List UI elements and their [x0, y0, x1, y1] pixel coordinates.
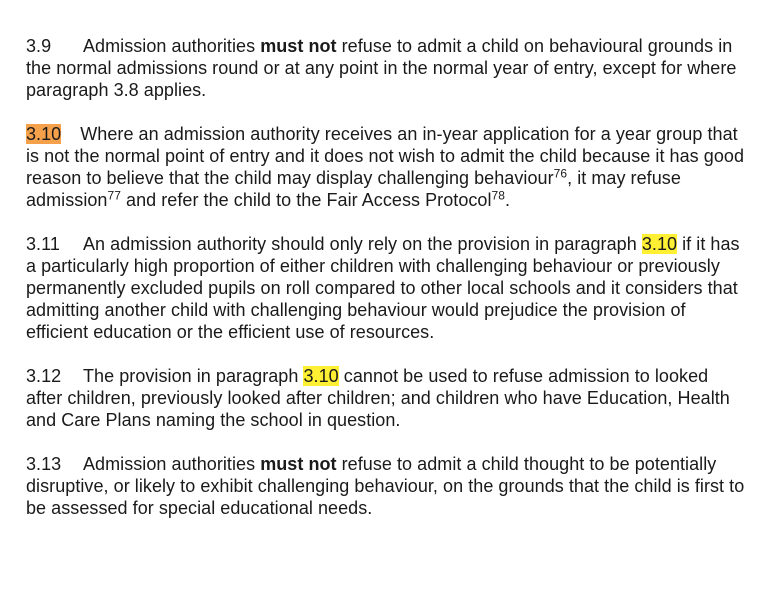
footnote-ref-77[interactable]: 77 — [107, 188, 121, 203]
paragraph-3-13 — [26, 453, 746, 519]
footnote-ref-76[interactable]: 76 — [553, 166, 568, 181]
paragraph-3-10 — [26, 123, 746, 211]
paragraph-number: 3.12 — [26, 366, 62, 386]
paragraph-text: Admission authorities — [83, 454, 261, 474]
paragraph-text: , it may refuse admission — [26, 168, 681, 210]
paragraph-text: and refer the child to the Fair Access Protocol — [120, 190, 492, 210]
search-match[interactable]: 3.10 — [303, 366, 339, 386]
paragraph-3-11 — [26, 233, 746, 343]
search-match-current[interactable]: 3.10 — [26, 124, 62, 144]
paragraph-3-12 — [26, 365, 746, 431]
search-match[interactable]: 3.10 — [641, 234, 678, 254]
paragraph-text: Admission authorities — [83, 36, 261, 56]
paragraph-text: refuse to admit a child thought to be potentially disruptive, or likely to exhibit challenging behaviour, on the grounds that the child is first to be assessed for special educational needs. — [26, 454, 745, 518]
paragraph-text: refuse to admit a child on behavioural grounds in the normal admissions round or at any point in the normal year of entry, except for where paragraph 3.8 applies. — [26, 36, 737, 100]
paragraph-text: The provision in paragraph — [83, 366, 304, 386]
emphasis-must-not: must not — [260, 36, 337, 56]
paragraph-text: . — [505, 190, 511, 210]
footnote-ref-78[interactable]: 78 — [491, 188, 505, 203]
paragraph-number: 3.13 — [26, 454, 62, 474]
paragraph-text: Where an admission authority receives an in-year application for a year group that is not the normal point of entry and it does not wish to admit the child because it has good reason to believe that the child may display challenging behaviour — [26, 124, 745, 188]
paragraph-number: 3.11 — [26, 234, 60, 254]
paragraph-text: if it has a particularly high proportion of either children with challenging behaviour or previously permanently excluded pupils on roll compared to other local schools and it considers that admitting another child with challenging behaviour would prejudice the provision of efficient education or the efficient use of resources. — [26, 234, 740, 342]
paragraph-number: 3.9 — [26, 36, 52, 56]
paragraph-text: cannot be used to refuse admission to looked after children, previously looked after children; and children who have Education, Health and Care Plans naming the school in question. — [26, 366, 730, 430]
emphasis-must-not: must not — [260, 454, 337, 474]
paragraph-3-9 — [26, 35, 746, 101]
paragraph-text: An admission authority should only rely on the provision in paragraph — [83, 234, 642, 254]
document-body — [26, 35, 746, 541]
